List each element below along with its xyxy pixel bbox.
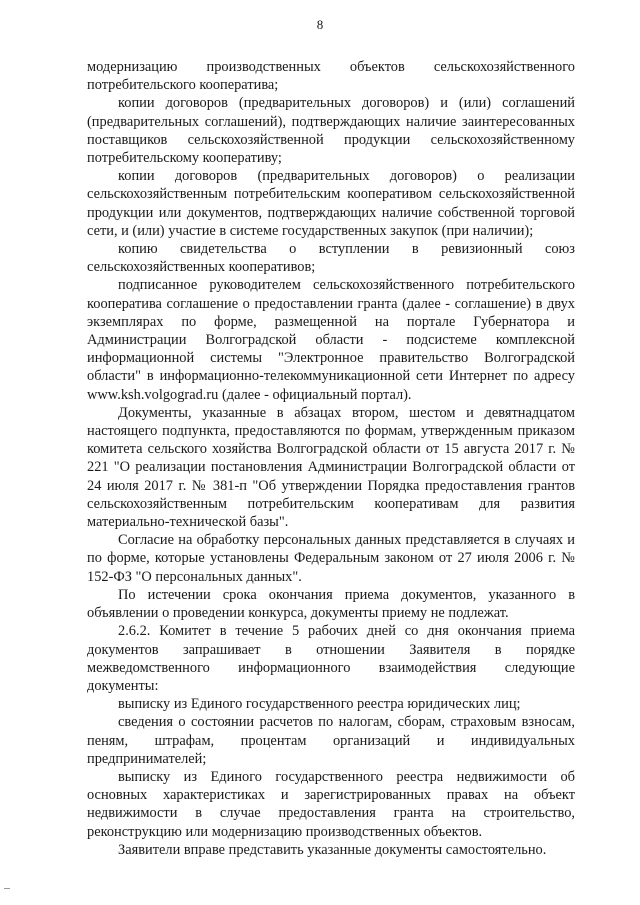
scan-margin-mark (4, 888, 10, 889)
paragraph-tax-status: сведения о состоянии расчетов по налогам, сборам, страховым взносам, пеням, штрафам, процентам организаций и индивидуальных предпринимателей; (87, 714, 575, 767)
document-body (87, 58, 575, 859)
paragraph-self-submission: Заявители вправе представить указанные документы самостоятельно. (118, 841, 547, 858)
paragraph-grant-agreement: подписанное руководителем сельскохозяйственного потребительского кооператива соглашение о предоставлении гранта (далее - соглашение) в двух экземплярах по форме, размещенной на портале Губернатора и Администрации Волгоградской области - подсистеме комплексной информационной системы "Электронное правительство Волгоградской области" в информационно-телекоммуникационной сети Интернет по адресу www.ksh.volgograd.ru (далее - официальный портал). (87, 277, 575, 403)
page-number: 8 (316, 17, 324, 32)
paragraph-sales-contracts: копии договоров (предварительных договоров) о реализации сельскохозяйственным потребительским кооперативом сельскохозяйственной продукции или документов, подтверждающих наличие собственной торговой сети, и (или) участие в системе государственных закупок (при наличии); (87, 168, 575, 239)
paragraph-deadline: По истечении срока окончания приема документов, указанного в объявлении о проведении конкурса, документы приему не подлежат. (87, 586, 575, 622)
paragraph-audit-union: копию свидетельства о вступлении в ревизионный союз сельскохозяйственных кооперативов; (87, 241, 575, 276)
paragraph-continuation: модернизацию производственных объектов сельскохозяйственного потребительского кооператива; (87, 59, 575, 94)
paragraph-egrn-extract: выписку из Единого государственного реестра недвижимости об основных характеристиках и зарегистрированных правах на объект недвижимости в случае предоставления гранта на строительство, реконструкцию или модернизацию производственных объектов. (87, 768, 575, 840)
paragraph-section-2-6-2: 2.6.2. Комитет в течение 5 рабочих дней со дня окончания приема документов запрашивает в отношении Заявителя в порядке межведомственного информационного взаимодействия следующие документы: (87, 623, 575, 694)
paragraph-document-forms: Документы, указанные в абзацах втором, шестом и девятнадцатом настоящего подпункта, предоставляются по формам, утвержденным приказом комитета сельского хозяйства Волгоградской области от 15 августа 2017 г. № 221 "О реализации постановления Администрации Волгоградской области от 24 июля 2017 г. № 381-п "Об утверждении Порядка предоставления грантов сельскохозяйственным потребительским кооперативам для развития материально-технической базы". (87, 404, 575, 531)
paragraph-contract-copies: копии договоров (предварительных договоров) и (или) соглашений (предварительных соглашений), подтверждающих наличие заинтересованных поставщиков сельскохозяйственной продукции сельскохозяйственному потребительскому кооперативу; (87, 95, 575, 167)
paragraph-personal-data-consent: Согласие на обработку персональных данных представляется в случаях и по форме, которые установлены Федеральным законом от 27 июля 2006 г. № 152-ФЗ "О персональных данных". (87, 532, 575, 585)
paragraph-egrul-extract: выписку из Единого государственного реестра юридических лиц; (118, 696, 521, 713)
